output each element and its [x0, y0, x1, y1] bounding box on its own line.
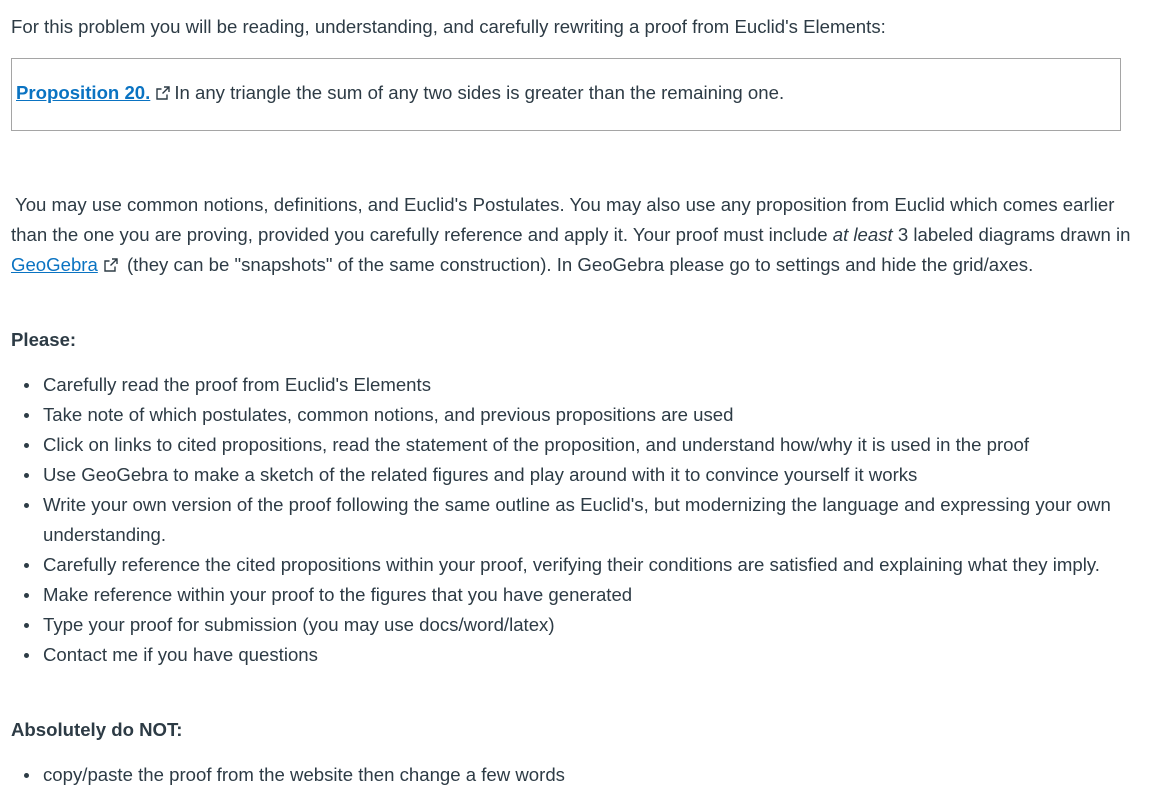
list-item: Write your own version of the proof following the same outline as Euclid's, but modernizing the language and expressing your own understanding. — [43, 490, 1143, 550]
paragraph-part-2: 3 labeled diagrams drawn in — [892, 224, 1131, 245]
list-item: Make reference within your proof to the figures that you have generated — [43, 580, 1143, 610]
proposition-box — [11, 58, 1121, 131]
proposition-statement: In any triangle the sum of any two sides is greater than the remaining one. — [174, 82, 785, 103]
list-item: Type your proof for submission (you may use docs/word/latex) — [43, 610, 1143, 640]
instructions-paragraph — [11, 190, 1141, 280]
list-item: Carefully reference the cited propositions within your proof, verifying their conditions are satisfied and explaining what they imply. — [43, 550, 1143, 580]
please-list — [11, 370, 1143, 670]
list-item: Click on links to cited propositions, read the statement of the proposition, and understand how/why it is used in the proof — [43, 430, 1143, 460]
external-link-icon[interactable] — [104, 258, 118, 272]
do-not-heading: Absolutely do NOT: — [11, 719, 183, 740]
paragraph-part-1: You may use common notions, definitions, and Euclid's Postulates. You may also use any proposition from Euclid which comes earlier than the one you are proving, provided you carefully reference and apply it. Your proof must include — [11, 194, 1115, 245]
external-link-icon[interactable] — [156, 86, 170, 100]
please-heading: Please: — [11, 329, 77, 350]
list-item: Contact me if you have questions — [43, 640, 1143, 670]
proposition-link[interactable]: Proposition 20. — [16, 82, 151, 103]
geogebra-link[interactable]: GeoGebra — [11, 254, 98, 275]
list-item: Take note of which postulates, common notions, and previous propositions are used — [43, 400, 1143, 430]
intro-text: For this problem you will be reading, understanding, and carefully rewriting a proof from Euclid's Elements: — [11, 16, 886, 37]
paragraph-part-3: (they can be "snapshots" of the same construction). In GeoGebra please go to settings and hide the grid/axes. — [121, 254, 1034, 275]
list-item: Use GeoGebra to make a sketch of the related figures and play around with it to convince yourself it works — [43, 460, 1143, 490]
list-item: Carefully read the proof from Euclid's Elements — [43, 370, 1143, 400]
paragraph-emphasis: at least — [832, 224, 893, 245]
do-not-list — [11, 760, 1143, 790]
list-item: copy/paste the proof from the website then change a few words — [43, 760, 1143, 790]
